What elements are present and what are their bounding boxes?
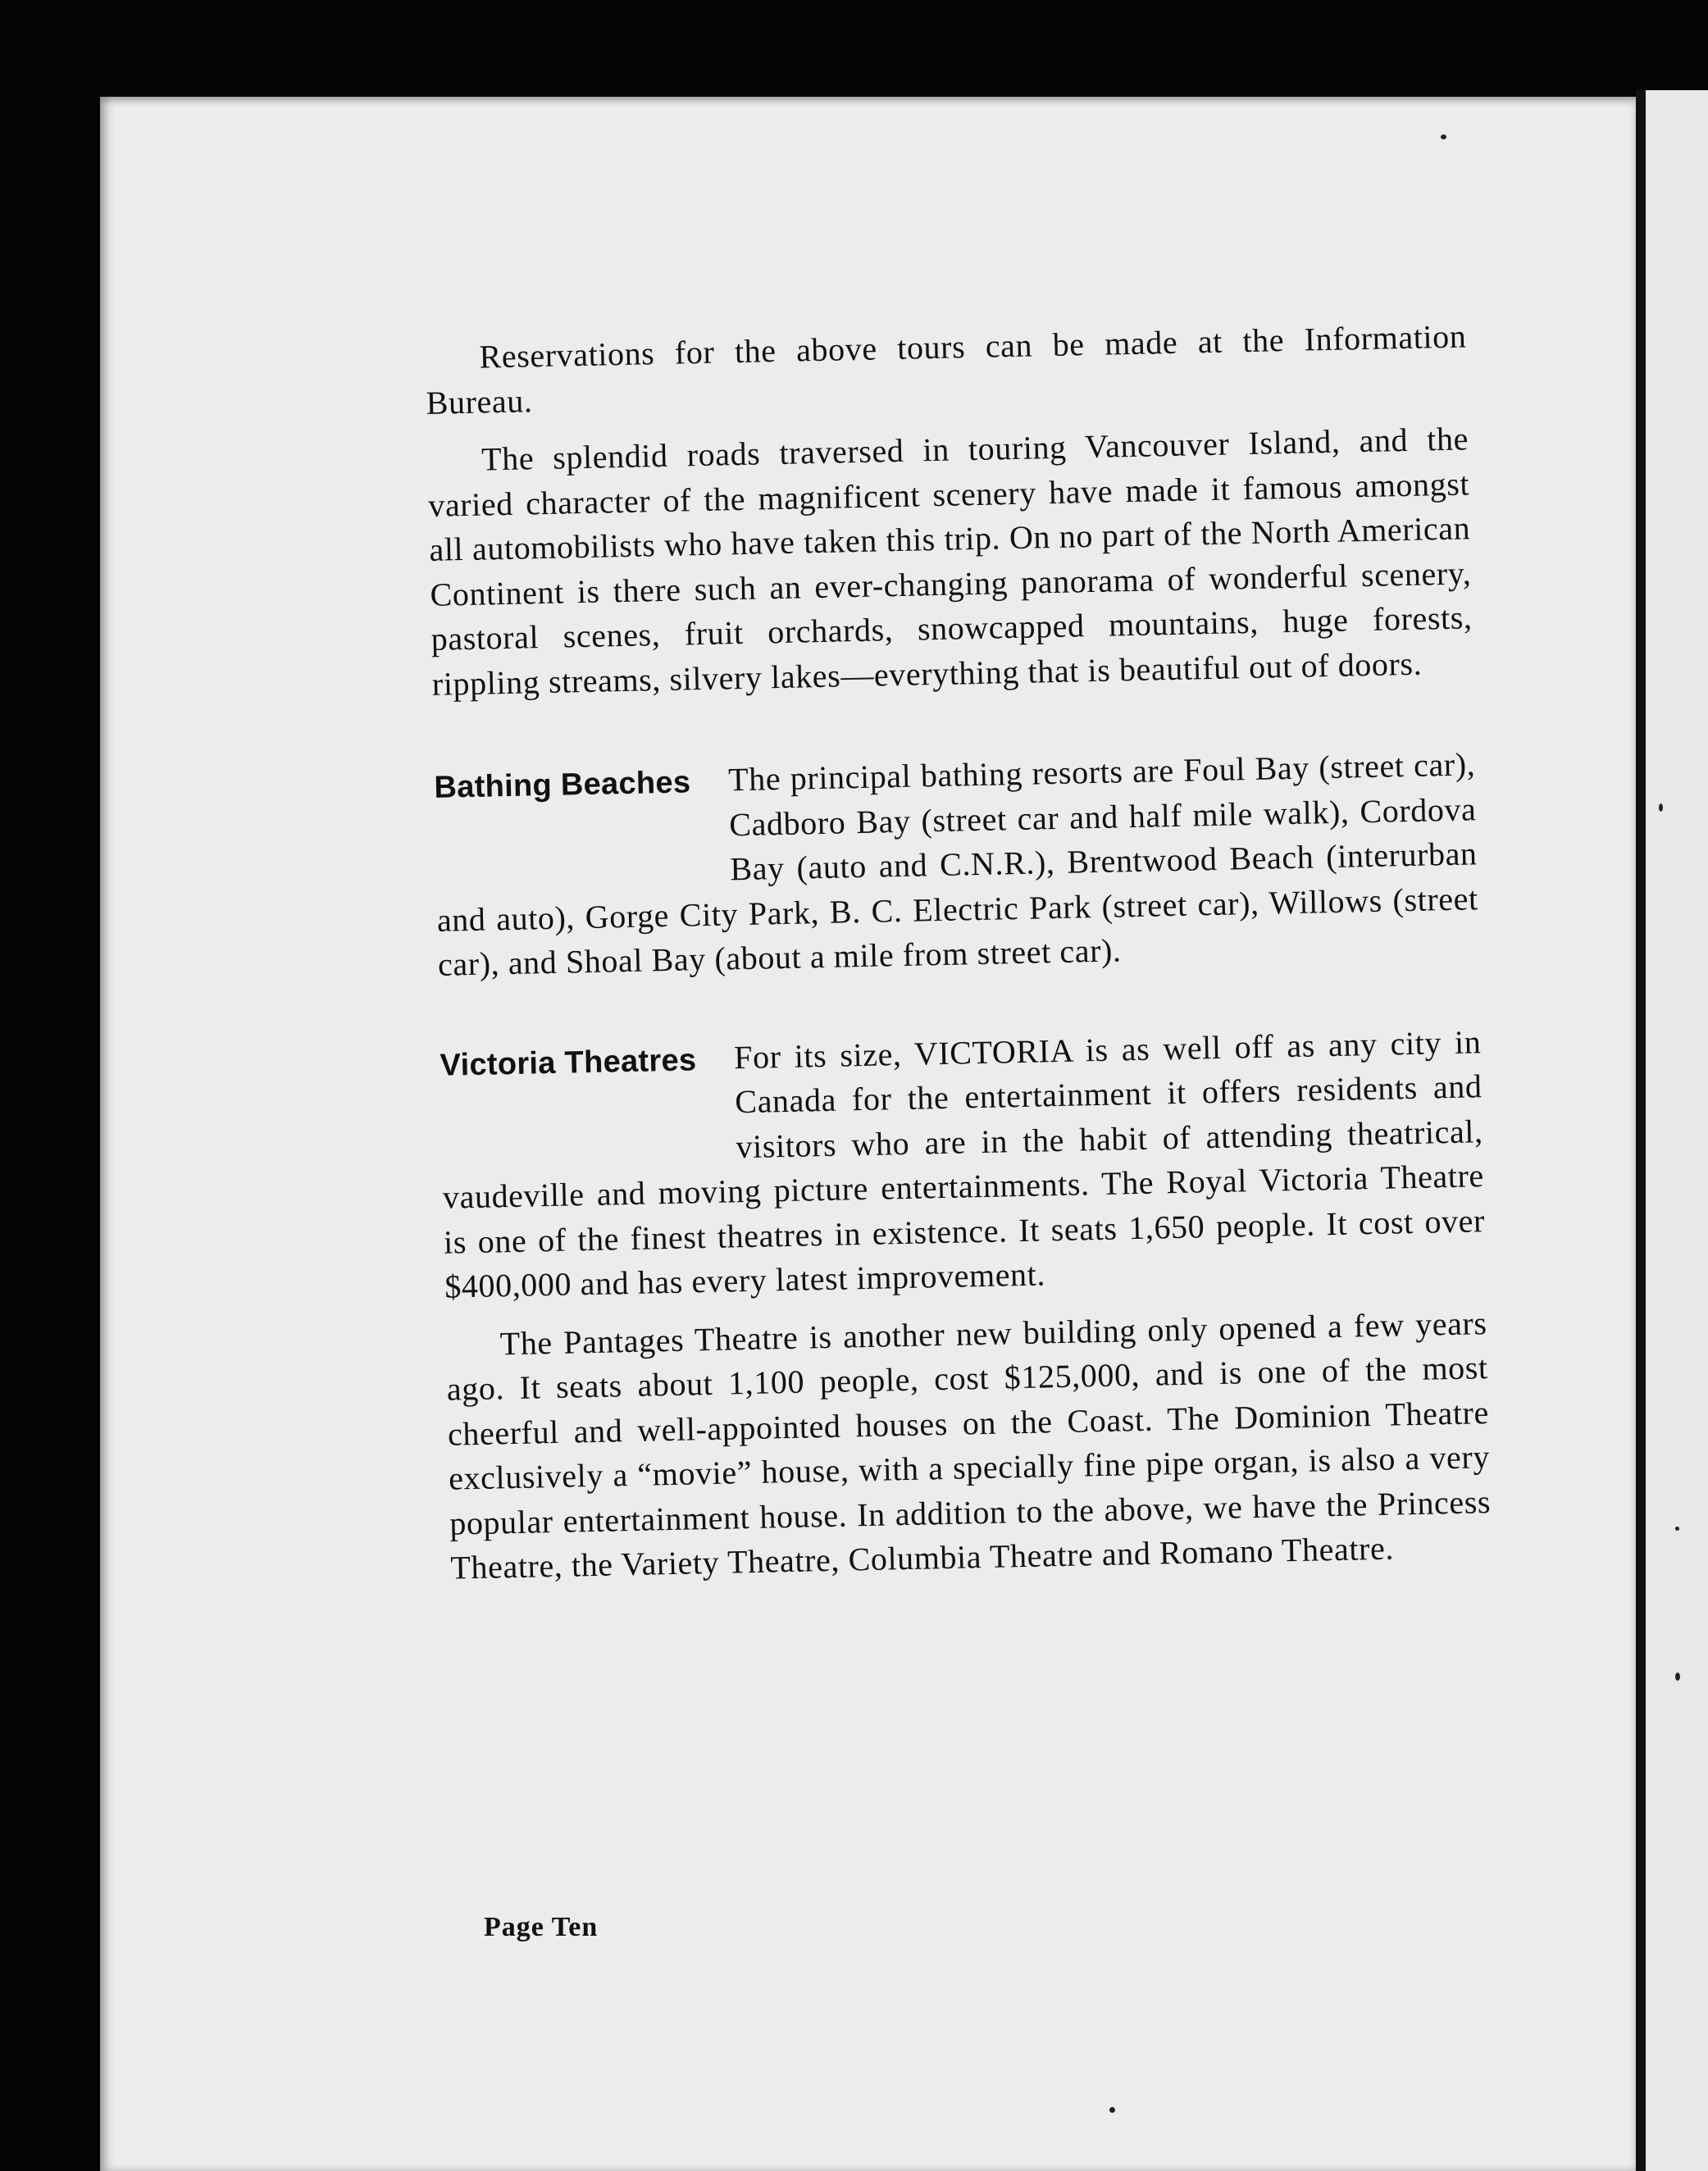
section-bathing-beaches xyxy=(434,742,1479,987)
page-number-label: Page Ten xyxy=(484,1912,599,1942)
scan-speck xyxy=(1441,134,1446,139)
scan-speck xyxy=(1675,1527,1679,1531)
page-edge-shadow xyxy=(1636,90,1646,2171)
paragraph-pantages: The Pantages Theatre is another new building only opened a few years ago. It seats about 1,100 people, cost $125,000, and is one of the most cheerful and well-appointed houses on the Coast. The Dominion Theatre exclusively a “movie” house, with a specially fine pipe organ, is also a very popular entertainment house. In addition to the above, we have the Princess Theatre, the Variety Theatre, Columbia Theatre and Romano Theatre. xyxy=(446,1304,1492,1586)
section-victoria-theatres xyxy=(440,1020,1487,1310)
section-body-victoria-theatres: For its size, VICTORIA is as well off as any city in Canada for the entertainment it offers residents and visitors who are in the habit of attending theatrical, vaudeville and moving picture entertainments. The Royal Victoria Theatre is one of the finest theatres in existence. It seats 1,650 people. It cost over $400,000 and has every latest improvement. xyxy=(442,1022,1486,1305)
scan-speck xyxy=(1659,803,1663,812)
paragraph-reservations: Reservations for the above tours can be made at the Information Bureau. xyxy=(426,317,1467,421)
section-heading-victoria-theatres: Victoria Theatres xyxy=(440,1042,697,1083)
document-body xyxy=(425,314,1492,1591)
section-heading-bathing-beaches: Bathing Beaches xyxy=(434,765,691,805)
adjacent-page-strip xyxy=(1646,90,1708,2171)
section-body-bathing-beaches: The principal bathing resorts are Foul Bay (street car), Cadboro Bay (street car and half mile walk), Cordova Bay (auto and C.N.R.), Brentwood Beach (interurban and auto), Gorge City Park, B. C. Electric Park (street car), Willows (street car), and Shoal Bay (about a mile from street car). xyxy=(436,745,1479,983)
paragraph-roads: The splendid roads traversed in touring Vancouver Island, and the varied character of the magnificent scenery have made it famous amongst all automobilists who have taken this trip. On no part of the North American Continent is there such an ever-changing panorama of wonderful scenery, pastoral scenes, fruit orchards, snowcapped mountains, huge forests, rippling streams, silvery lakes—everything that is beautiful out of doors. xyxy=(427,420,1473,703)
scan-speck xyxy=(1675,1673,1680,1681)
scan-speck xyxy=(1109,2107,1115,2113)
